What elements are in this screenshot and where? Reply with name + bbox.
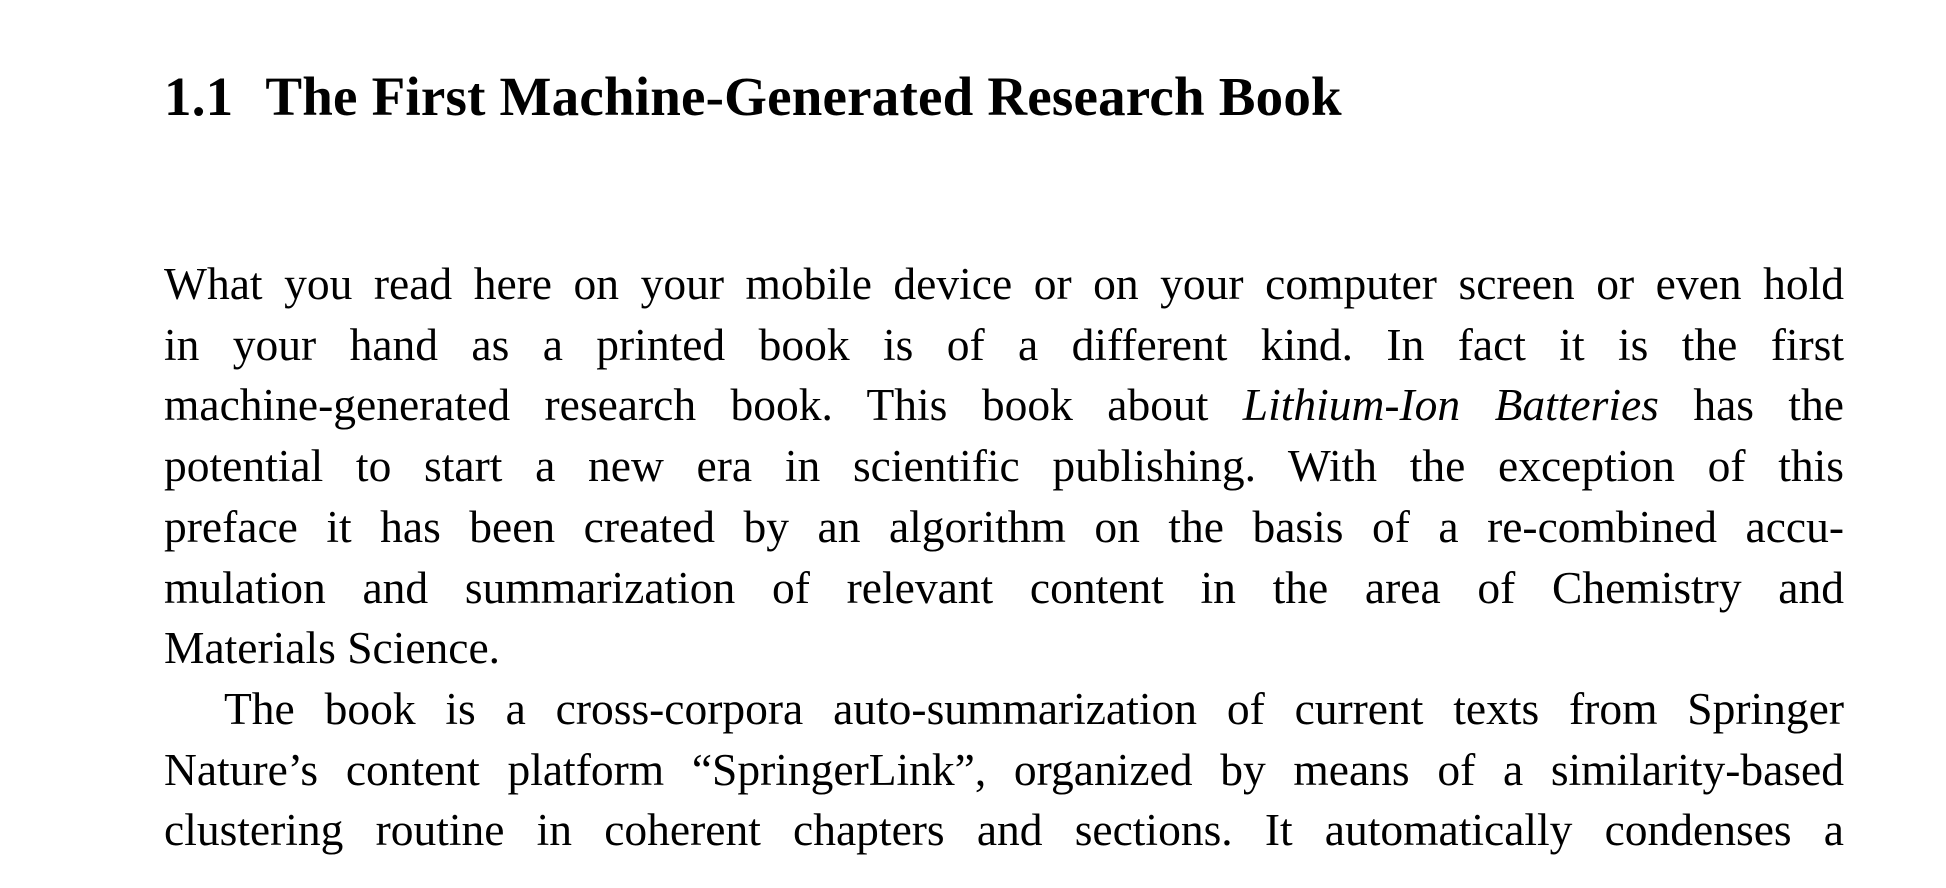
paragraph-1-line: mulation and summarization of relevant content in the area of Chemistry and [164, 561, 1844, 613]
section-heading [164, 52, 1844, 142]
paragraph-1-line: machine-generated research book. This book about Lithium-Ion Batteries has the [164, 379, 1844, 431]
book-title-italic: Lithium-Ion Batteries [1242, 379, 1659, 431]
paragraph-2-line: The book is a cross-corpora auto-summarization of current texts from Springer [224, 682, 1844, 734]
paragraph-1-line: preface it has been created by an algorithm on the basis of a re-combined accu- [164, 500, 1844, 552]
body-text [164, 254, 1844, 861]
paragraph-2-line: clustering routine in coherent chapters and sections. It automatically condenses a [164, 804, 1844, 856]
paragraph-1-line: What you read here on your mobile device or on your computer screen or even hold [164, 258, 1844, 309]
paragraph-1 [164, 254, 1844, 679]
paragraph-2 [164, 679, 1844, 861]
paragraph-1-line: potential to start a new era in scientific publishing. With the exception of this [164, 440, 1844, 492]
paragraph-1-line: Materials Science. [164, 622, 501, 674]
page [164, 52, 1844, 861]
section-number: 1.1 [164, 66, 234, 127]
paragraph-1-line: in your hand as a printed book is of a different kind. In fact it is the first [164, 318, 1844, 370]
section-title: The First Machine-Generated Research Book [265, 66, 1342, 127]
paragraph-2-line: Nature’s content platform “SpringerLink”, organized by means of a similarity-based [164, 743, 1844, 795]
